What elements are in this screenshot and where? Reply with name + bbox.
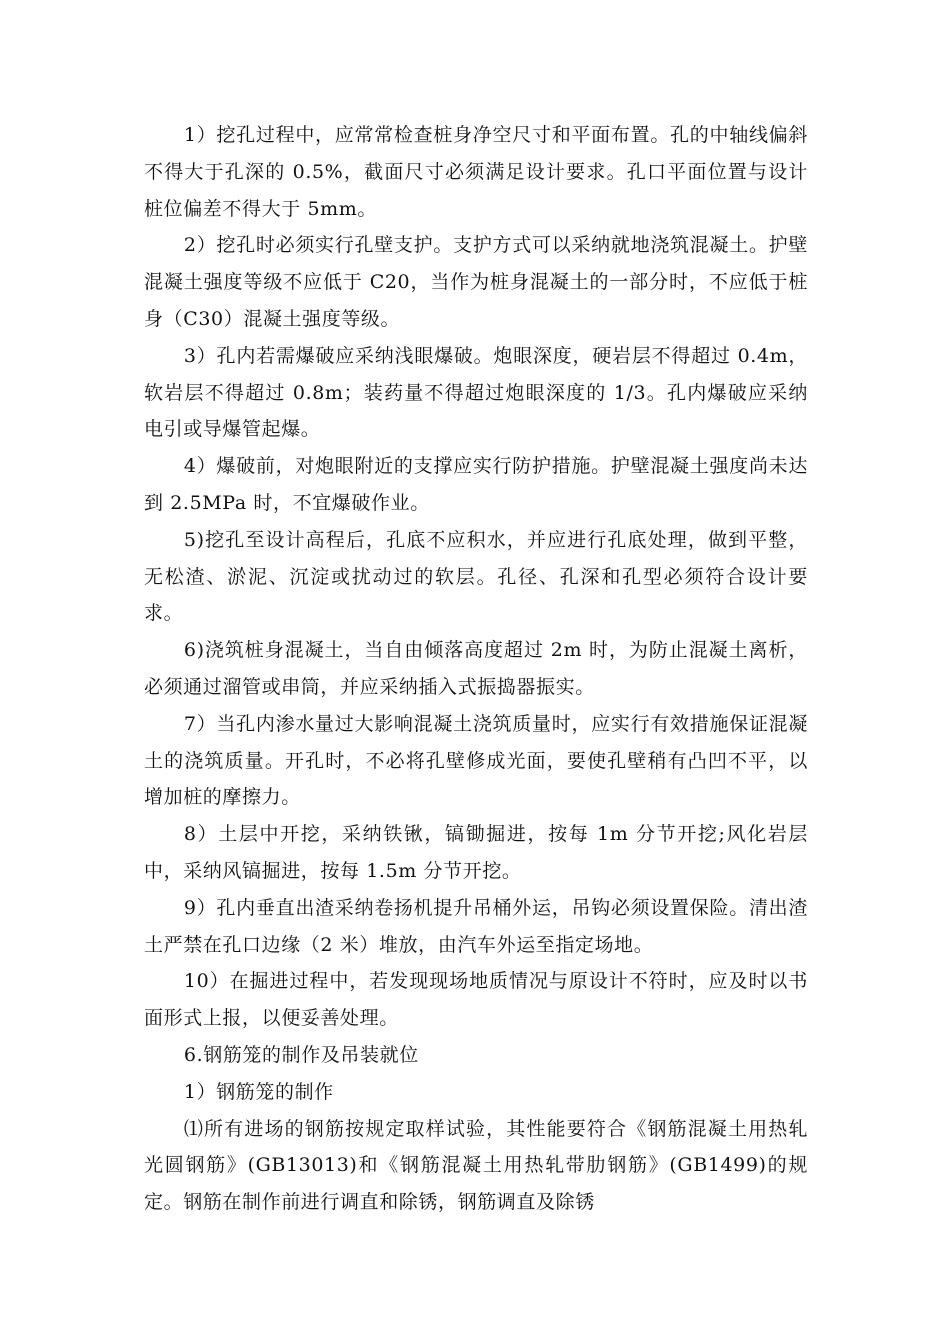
paragraph-3: 3）孔内若需爆破应采纳浅眼爆破。炮眼深度，硬岩层不得超过 0.4m，软岩层不得超过 0.8m；装药量不得超过炮眼深度的 1/3。孔内爆破应采纳电引或导爆管起爆。 [144,344,808,441]
section-heading: 6.钢筋笼的制作及吊装就位 [183,1043,419,1066]
paragraph-2: 2）挖孔时必须实行孔壁支护。支护方式可以采纳就地浇筑混凝土。护壁混凝土强度等级不应低于 C20，当作为桩身混凝土的一部分时，不应低于桩身（C30）混凝土强度等级。 [144,234,808,330]
paragraph-5: 5)挖孔至设计高程后，孔底不应积水，并应进行孔底处理，做到平整，无松渣、淤泥、沉淀或扰动过的软层。孔径、孔深和孔型必须符合设计要求。 [144,528,808,625]
paragraph-8: 8）土层中开挖，采纳铁锹，镐锄掘进，按每 1m 分节开挖;风化岩层中，采纳风镐掘进，按每 1.5m 分节开挖。 [144,823,808,882]
document-body [144,117,808,1221]
paragraph-4: 4）爆破前，对炮眼附近的支撑应实行防护措施。护壁混凝土强度尚未达到 2.5MPa 时，不宜爆破作业。 [144,455,808,514]
paragraph-9: 9）孔内垂直出渣采纳卷扬机提升吊桶外运，吊钩必须设置保险。清出渣土严禁在孔口边缘（2 米）堆放，由汽车外运至指定场地。 [144,896,808,956]
subsection-heading: 1）钢筋笼的制作 [183,1080,334,1103]
paragraph-10: 10）在掘进过程中，若发现现场地质情况与原设计不符时，应及时以书面形式上报，以便妥善处理。 [144,970,808,1030]
paragraph-1: 1）挖孔过程中，应常常检查桩身净空尺寸和平面布置。孔的中轴线偏斜不得大于孔深的 0.5%，截面尺寸必须满足设计要求。孔口平面位置与设计桩位偏差不得大于 5mm。 [144,124,808,220]
paragraph-13: ⑴所有进场的钢筋按规定取样试验，其性能要符合《钢筋混凝土用热轧光圆钢筋》(GB13013)和《钢筋混凝土用热轧带肋钢筋》(GB1499)的规定。钢筋在制作前进行调直和除锈，钢筋调直及除锈 [144,1117,808,1214]
paragraph-7: 7）当孔内渗水量过大影响混凝土浇筑质量时，应实行有效措施保证混凝土的浇筑质量。开孔时，不必将孔壁修成光面，要使孔壁稍有凸凹不平，以增加桩的摩擦力。 [144,712,808,809]
paragraph-6: 6)浇筑桩身混凝土，当自由倾落高度超过 2m 时，为防止混凝土离析，必须通过溜管或串筒，并应采纳插入式振捣器振实。 [144,639,808,698]
